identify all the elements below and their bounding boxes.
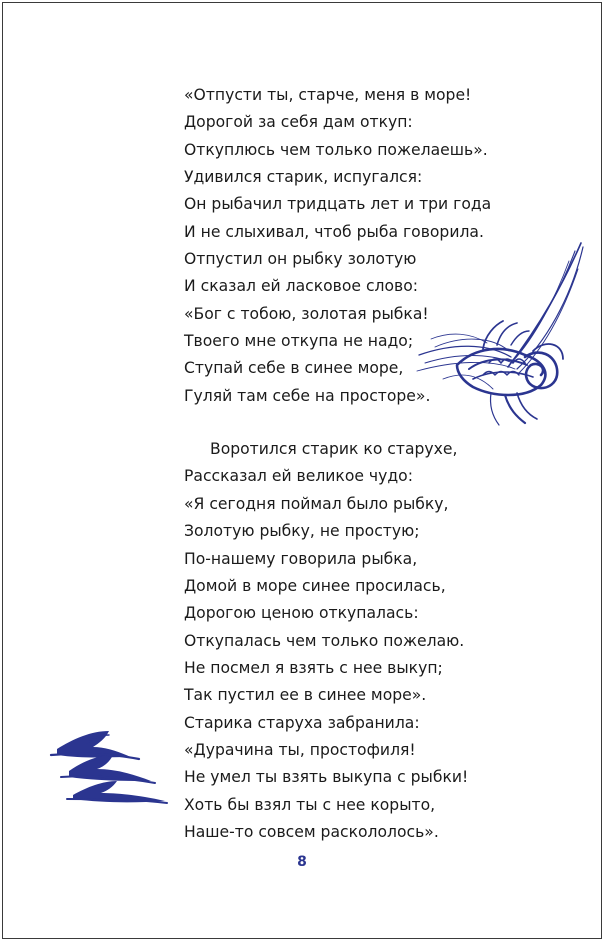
poem-line: Так пустил ее в синее море». [184,686,427,705]
poem-line: Гуляй там себе на просторе». [184,386,431,405]
poem-line: Старика старуха забранила: [184,713,420,732]
poem-line: Не умел ты взять выкупа с рыбки! [184,768,469,787]
poem-line: Воротился старик ко старухе, [210,440,458,459]
poem-line: Откупалась чем только пожелаю. [184,631,465,650]
poem-line: Он рыбачил тридцать лет и три года [184,195,492,214]
poem-line: Ступай себе в синее море, [184,359,404,378]
page-number: 8 [297,854,307,870]
poem-line: Дорогой за себя дам откуп: [184,113,413,132]
poem-line: Отпустил он рыбку золотую [184,250,417,269]
poem-line: Не посмел я взять с нее выкуп; [184,658,443,677]
sea-waves-icon [47,725,172,809]
goldfish-sketch-icon [413,239,588,439]
book-page [2,2,602,939]
poem-line: По-нашему говорила рыбка, [184,549,418,568]
poem-line: Удивился старик, испугался: [184,168,423,187]
poem-line: Золотую рыбку, не простую; [184,522,420,541]
poem-line: «Отпусти ты, старче, меня в море! [184,86,472,104]
poem-line: Наше-то совсем раскололось». [184,822,439,841]
poem-line: Твоего мне откупа не надо; [184,332,414,351]
poem-line: И не слыхивал, чтоб рыба говорила. [184,222,484,241]
poem-text [184,82,491,846]
poem-line: «Бог с тобою, золотая рыбка! [184,304,429,323]
poem-line: Дорогою ценою откупалась: [184,604,419,623]
poem-line: Хоть бы взял ты с нее корыто, [184,795,436,814]
poem-line: «Дурачина ты, простофиля! [184,740,416,759]
poem-line: Домой в море синее просилась, [184,576,446,595]
poem-line: Откуплюсь чем только пожелаешь». [184,140,488,159]
poem-line: Рассказал ей великое чудо: [184,467,413,486]
poem-line: И сказал ей ласковое слово: [184,277,419,296]
poem-line: «Я сегодня поймал было рыбку, [184,494,449,513]
